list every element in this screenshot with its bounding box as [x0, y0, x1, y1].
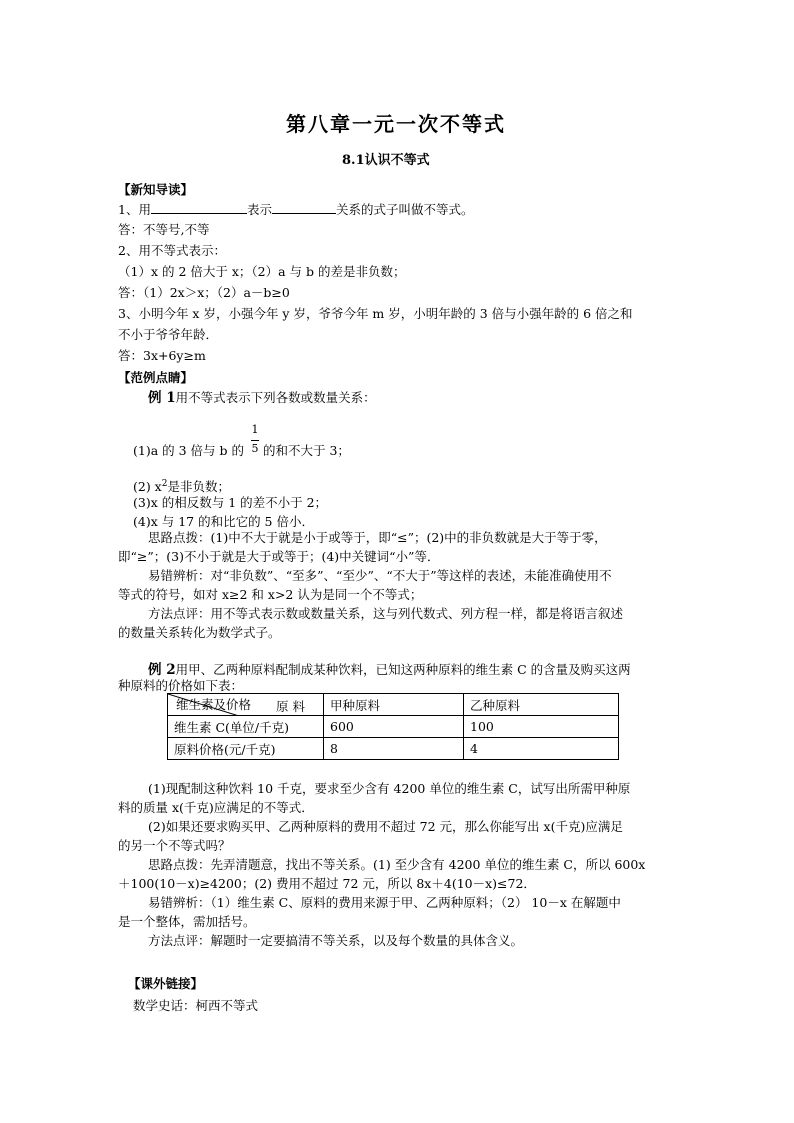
question-2: 2、用不等式表示： [118, 243, 226, 258]
table-row [168, 716, 619, 738]
example-2-intro-line-2: 种原料的价格如下表： [118, 678, 244, 693]
example-2-error-line-1: 易错辨析：（1）维生素 C、原料的费用来源于甲、乙两种原料；（2） 10－x 在解题中 [148, 895, 621, 910]
q1-blank-1 [151, 201, 247, 214]
table-header-row [168, 694, 619, 716]
page-title: 第八章一元一次不等式 [286, 112, 506, 136]
fraction-bar [251, 440, 259, 441]
answer-2: 答：（1）2x＞x；（2）a－b≥0 [118, 285, 290, 300]
example-2-method: 方法点评：解题时一定要搞清不等关系，以及每个数量的具体含义。 [148, 933, 524, 948]
question-3-line-2: 不小于爷爷年龄． [118, 327, 219, 342]
example-1-item-3: (3)x 的相反数与 1 的差不小于 2； [133, 495, 328, 510]
example-1-text: 用不等式表示下列各数或数量关系： [175, 390, 376, 405]
table-cell: 8 [324, 738, 464, 760]
math-history-link[interactable]: 数学史话：柯西不等式 [133, 998, 259, 1013]
answer-3: 答：3x+6y≥m [118, 348, 206, 363]
question-2-items: （1）x 的 2 倍大于 x；（2）a 与 b 的差是非负数； [118, 264, 406, 279]
item-2-text-b: 是非负数； [167, 479, 230, 495]
heading-examples: 【范例点睛】 [118, 370, 194, 385]
item-2-superscript: 2 [161, 479, 168, 489]
section-subtitle: 8.1认识不等式 [342, 153, 430, 168]
example-2-error-line-2: 是一个整体，需加括号。 [118, 914, 256, 929]
vitamin-price-table [167, 693, 619, 760]
table-row-label: 原料价格(元/千克) [168, 738, 324, 760]
fraction-denominator: 5 [251, 442, 259, 455]
table-corner-cell [168, 694, 324, 716]
example-1-item-4: (4)x 与 17 的和比它的 5 倍小． [133, 514, 314, 529]
item-2-text-a: (2) x [133, 479, 162, 495]
example-1-error-line-2: 等式的符号，如对 x≥2 和 x>2 认为是同一个不等式； [118, 587, 423, 602]
q1-blank-2 [272, 201, 336, 214]
example-2-q1-line-1: (1)现配制这种饮料 10 千克，要求至少含有 4200 单位的维生素 C，试写出所需甲种原 [148, 781, 631, 796]
example-1-method-line-1: 方法点评：用不等式表示数或数量关系，这与列代数式、列方程一样，都是将语言叙述 [148, 606, 624, 621]
example-1-hint-line-1: 思路点拨：(1)中不大于就是小于或等于，即“≤”；(2)中的非负数就是大于等于零， [148, 530, 607, 545]
table-cell: 600 [324, 716, 464, 738]
table-row [168, 738, 619, 760]
table-cell: 100 [464, 716, 619, 738]
corner-bottom-label: 维生素及价格 [176, 697, 252, 712]
example-1-item-2 [133, 475, 230, 496]
answer-1: 答：不等号,不等 [118, 222, 210, 237]
table-cell: 4 [464, 738, 619, 760]
example-2-hint-line-2: ＋100(10－x)≥4200；(2) 费用不超过 72 元，所以 8x＋4(10－x)≤72． [118, 876, 536, 891]
heading-extracurricular: 【课外链接】 [128, 976, 204, 991]
example-2-q1-line-2: 料的质量 x(千克)应满足的不等式． [118, 800, 314, 815]
example-1-intro [148, 389, 376, 407]
table-header-col-1: 甲种原料 [324, 694, 464, 716]
example-2-hint-line-1: 思路点拨：先弄清题意，找出不等关系。(1) 至少含有 4200 单位的维生素 C，所以 600x [148, 857, 646, 872]
example-1-error-line-1: 易错辨析：对“非负数”、“至多”、“至少”、“不大于”等这样的表述，未能准确使用不 [148, 568, 612, 583]
q1-suffix: 关系的式子叫做不等式。 [335, 202, 474, 217]
fraction-numerator: 1 [251, 423, 259, 436]
example-2-text: 用甲、乙两种原料配制成某种饮料，已知这两种原料的维生素 C 的含量及购买这两 [175, 662, 631, 677]
example-2-q2-line-1: (2)如果还要求购买甲、乙两种原料的费用不超过 72 元，那么你能写出 x(千克)应满足 [148, 819, 623, 834]
example-2-q2-line-2: 的另一个不等式吗？ [118, 838, 231, 853]
example-1-item-1b: 的和不大于 3； [263, 443, 350, 458]
table-row-label: 维生素 C(单位/千克) [168, 716, 324, 738]
question-3-line-1: 3、小明今年 x 岁，小强今年 y 岁，爷爷今年 m 岁，小明年龄的 3 倍与小强年龄的 6 倍之和 [118, 306, 633, 321]
example-1-label: 例 1 [148, 390, 176, 406]
table-header-col-2: 乙种原料 [464, 694, 619, 716]
example-1-item-1a: (1)a 的 3 倍与 b 的 [133, 443, 244, 458]
question-1 [118, 201, 473, 219]
example-1-hint-line-2: 即“≥”；(3)不小于就是大于或等于；(4)中关键词“小”等． [118, 549, 440, 564]
q1-mid: 表示 [246, 202, 272, 217]
example-2-label: 例 2 [148, 662, 176, 678]
example-1-method-line-2: 的数量关系转化为数学式子。 [118, 625, 281, 640]
corner-top-label: 原 料 [276, 699, 305, 714]
heading-new-knowledge: 【新知导读】 [118, 182, 194, 197]
q1-prefix: 1、用 [118, 202, 151, 217]
